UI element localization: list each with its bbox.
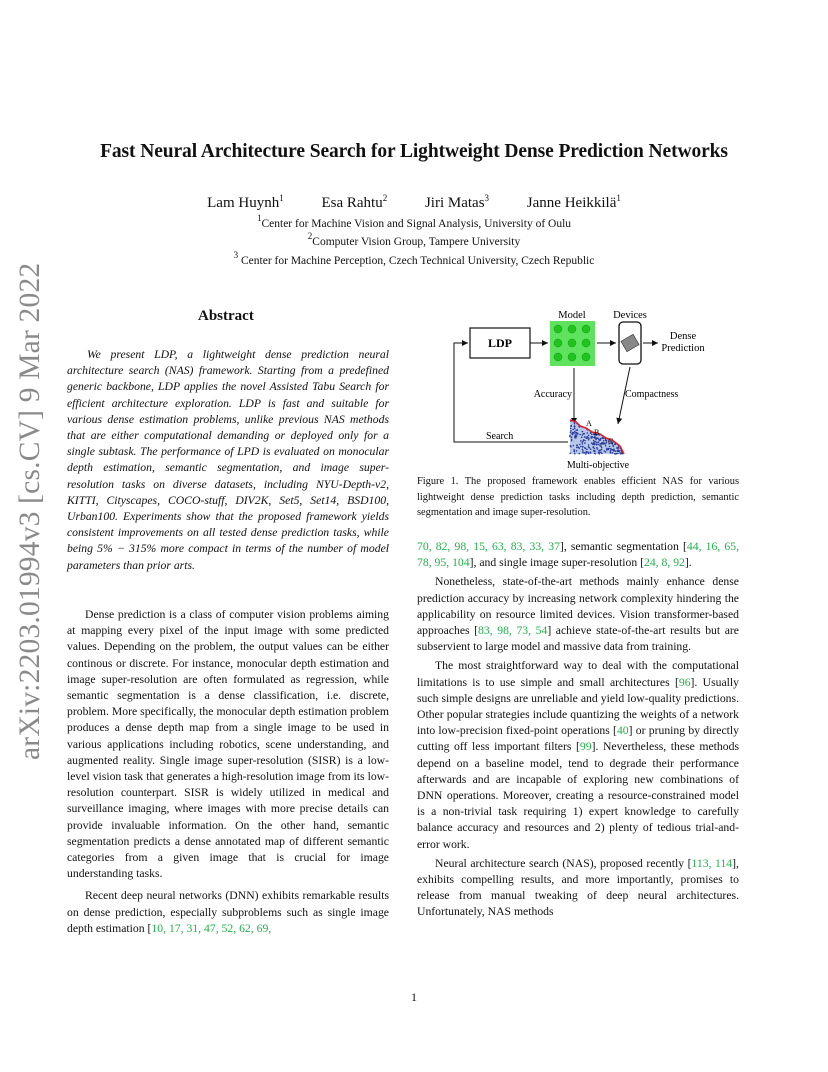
prediction-label: Prediction [661,343,705,354]
scatter-point [597,438,599,440]
scatter-point [576,432,578,434]
scatter-point [616,447,618,449]
scatter-point [573,449,575,451]
citation-link[interactable]: 83, 98, 73, 54 [478,624,548,638]
scatter-point [579,434,581,436]
citation-link[interactable]: 96 [678,675,691,689]
citation-link[interactable]: 70, 82, 98, 15, 63, 83, 33, 37 [417,540,560,553]
scatter-point [594,453,596,455]
accuracy-label: Accuracy [533,389,572,400]
scatter-point [593,444,595,446]
scatter-point [590,436,592,438]
scatter-point [570,428,572,430]
scatter-point [576,444,578,446]
scatter-point [598,441,600,443]
scatter-point [586,451,588,453]
scatter-point [614,453,616,455]
scatter-point [595,439,597,441]
citation-link[interactable]: 99 [579,740,592,754]
scatter-point [584,447,586,449]
scatter-point [574,423,576,425]
scatter-point [588,453,590,455]
scatter-point [607,449,609,451]
scatter-point [584,452,586,454]
scatter-point [593,440,595,442]
scatter-point [588,446,590,448]
affiliation-3: $^3$ Center for Machine Perception, Czech Technical University, Czech Republic [233,250,595,267]
citation-link[interactable]: 113, 114 [691,856,733,870]
scatter-point [596,442,598,444]
scatter-point [574,425,576,427]
scatter-point [610,451,612,453]
scatter-point [600,439,602,441]
compactness-label: Compactness [625,389,679,400]
scatter-point [591,442,593,444]
pareto-scatter [569,419,624,455]
citation-link[interactable]: 44, 16, 65, 78, 95, 104 [417,540,740,570]
scatter-point [617,453,619,455]
scatter-point [590,451,592,453]
citation-link[interactable]: 24, 8, 92 [643,556,685,570]
scatter-point [582,449,584,451]
scatter-point [573,445,575,447]
scatter-point [587,432,589,434]
scatter-point [600,445,602,447]
scatter-point [605,451,607,453]
scatter-point [594,450,596,452]
scatter-point [586,436,588,438]
pareto-point-c: C [608,437,614,446]
ldp-label: LDP [488,336,512,350]
scatter-point [600,438,602,440]
scatter-point [574,428,576,430]
scatter-point [582,452,584,454]
scatter-point [603,443,605,445]
dense-label: Dense [669,331,697,342]
scatter-point [581,441,583,443]
scatter-point [571,439,573,441]
scatter-point [580,446,582,448]
left-column [67,607,389,937]
citation-link[interactable]: 10, 17, 31, 47, 52, 62, 69, [151,921,272,935]
scatter-point [592,447,594,449]
scatter-point [586,437,588,439]
scatter-point [594,437,596,439]
scatter-point [582,431,584,433]
scatter-point [583,439,585,441]
scatter-point [584,442,586,444]
scatter-point [584,436,586,438]
scatter-point [588,435,590,437]
scatter-point [576,450,578,452]
author-2: Esa Rahtu$^2$ [321,193,388,211]
pareto-point-a: A [586,419,592,428]
affiliation-2: $^2$Computer Vision Group, Tampere University [307,231,521,248]
scatter-point [612,452,614,454]
scatter-point [574,451,576,453]
citation-link[interactable]: 40 [616,724,629,738]
scatter-point [576,447,578,449]
right-paragraph-3: The most straightforward way to deal with the computational limitations is to use simple and small architectures [96]. Usually such simple designs are unreliable and yield low-quality predictions. Other popular strategies include quantizing the weights of a network into low-precision fixed-point operations [40] or pruning by directly cutting off less important filters [99]. Nevertheless, these methods depend on a baseline model, tend to degrade their performance afterwards and are incapable of exploring new combinations of DNN operations. Moreover, creating a resource-constrained model is a non-trivial task requiring 1) expert knowledge to carefully balance accuracy and resources and 2) plenty of tedious trial-and-error work. [417,659,740,851]
intro-paragraph-1: Dense prediction is a class of computer vision problems aiming at mapping every pixel of the input image with some predicted values. Depending on the problem, the output values can be either continous or discrete. For instance, monocular depth estimation and image super-resolution are often formulated as regression, while semantic segmentation is a dense classification, i.e. discrete, problem. More specifically, the monocular depth estimation problem produces a dense depth map from a single image to be used in various applications including robotics, scene understanding, and augmented reality. Single image super-resolution (SISR) is a low-level vision task that generates a high-resolution image from its low-resolution counterpart. SISR is widely utilized in medical and surveillance imaging, where images with more precise details can provide invaluable information. On the other hand, semantic segmentation predicts a dense annotated map of different semantic categories from a given image that is crucial for image understanding tasks. [67,608,389,881]
figure-1-diagram [440,302,730,474]
scatter-point [599,450,601,452]
scatter-point [574,453,576,455]
paper-title: Fast Neural Architecture Search for Lightweight Dense Prediction Networks [100,141,728,162]
right-paragraph-2: Nonetheless, state-of-the-art methods mainly enhance dense prediction accuracy by increasing network complexity hindering the applicability on resource limited devices. Vision transformer-based approaches [83, 98, 73, 54] achieve state-of-the-art results but are subservient to large model and massive data from training. [417,575,739,654]
author-3: Jiri Matas$^3$ [424,193,490,211]
scatter-point [569,453,571,455]
scatter-point [588,439,590,441]
scatter-point [619,452,621,454]
scatter-point [570,430,572,432]
abstract-text: We present LDP, a lightweight dense prediction neural architecture search (NAS) framework. Starting from a predefined generic backbone, LDP applies the novel Assisted Tabu Search for efficient architecture exploration. LDP is fast and suitable for various dense estimation problems, unlike previous NAS methods that are either computational demanding or deployed only for a single subtask. The performance of LPD is evaluated on monocular depth estimation, semantic segmentation, and image super-resolution tasks on diverse datasets, including NYU-Depth-v2, KITTI, Cityscapes, COCO-stuff, DIV2K, Set5, Set14, BSD100, Urban100. Experiments show that the proposed framework yields consistent improvements on all tested dense prediction tasks, while being 5% − 315% more compact in terms of the number of model parameters than prior arts. [67,348,389,572]
scatter-point [602,437,604,439]
multi-objective-label: Multi-objective [566,460,630,471]
model-nodes [554,325,590,361]
model-label: Model [558,310,586,321]
scatter-point [601,447,603,449]
figure-1-caption: Figure 1. The proposed framework enables efficient NAS for various lightweight dense prediction tasks including depth prediction, semantic segmentation and image super-resolution. [417,476,739,519]
scatter-point [597,448,599,450]
right-column [417,539,739,921]
scatter-point [603,440,605,442]
affiliation-1: $^1$Center for Machine Vision and Signal Analysis, University of Oulu [256,213,572,230]
scatter-point [591,434,593,436]
scatter-point [610,448,612,450]
scatter-point [574,431,576,433]
author-1: Lam Huynh$^1$ [207,193,284,211]
scatter-point [617,450,619,452]
scatter-point [585,453,587,455]
scatter-point [606,442,608,444]
scatter-point [582,450,584,452]
search-label: Search [486,431,514,442]
scatter-point [584,440,586,442]
scatter-point [578,447,580,449]
scatter-point [582,443,584,445]
right-paragraph-1: 70, 82, 98, 15, 63, 83, 33, 37], semantic segmentation [44, 16, 65, 78, 95, 104], and single image super-resolution [24, 8, 92]. [417,540,740,570]
right-paragraph-4: Neural architecture search (NAS), proposed recently [113, 114], exhibits compelling results, and more importantly, promises to release from manual tweaking of deep neural architectures. Unfortunately, NAS methods [417,856,739,919]
scatter-point [596,444,598,446]
scatter-point [611,449,613,451]
scatter-point [615,450,617,452]
scatter-point [598,452,600,454]
page-number: 1 [411,990,417,1004]
scatter-point [572,429,574,431]
scatter-point [613,450,615,452]
scatter-point [578,453,580,455]
scatter-point [577,429,579,431]
author-list [0,195,828,212]
scatter-point [570,432,572,434]
abstract-heading: Abstract [198,308,254,324]
scatter-point [571,436,573,438]
scatter-point [572,432,574,434]
scatter-point [582,446,584,448]
scatter-point [569,435,571,437]
scatter-point [590,432,592,434]
scatter-point [579,444,581,446]
pareto-point-b: B [594,428,600,437]
scatter-point [604,450,606,452]
intro-paragraph-2: Recent deep neural networks (DNN) exhibits remarkable results on dense prediction, especially subproblems such as single image depth estimation [10, 17, 31, 47, 52, 62, 69, [67,889,389,935]
scatter-point [590,448,592,450]
scatter-point [583,433,585,435]
scatter-point [613,448,615,450]
scatter-point [574,435,576,437]
scatter-point [581,437,583,439]
author-4: Janne Heikkilä$^1$ [526,193,621,211]
scatter-point [586,449,588,451]
scatter-point [580,440,582,442]
scatter-point [588,444,590,446]
scatter-point [598,444,600,446]
scatter-point [574,437,576,439]
devices-label: Devices [613,310,647,321]
scatter-point [594,441,596,443]
arxiv-sidebar-id: arXiv:2203.01994v3 [cs.CV] 9 Mar 2022 [14,262,46,760]
scatter-point [570,426,572,428]
scatter-point [605,445,607,447]
scatter-point [600,452,602,454]
scatter-point [570,446,572,448]
